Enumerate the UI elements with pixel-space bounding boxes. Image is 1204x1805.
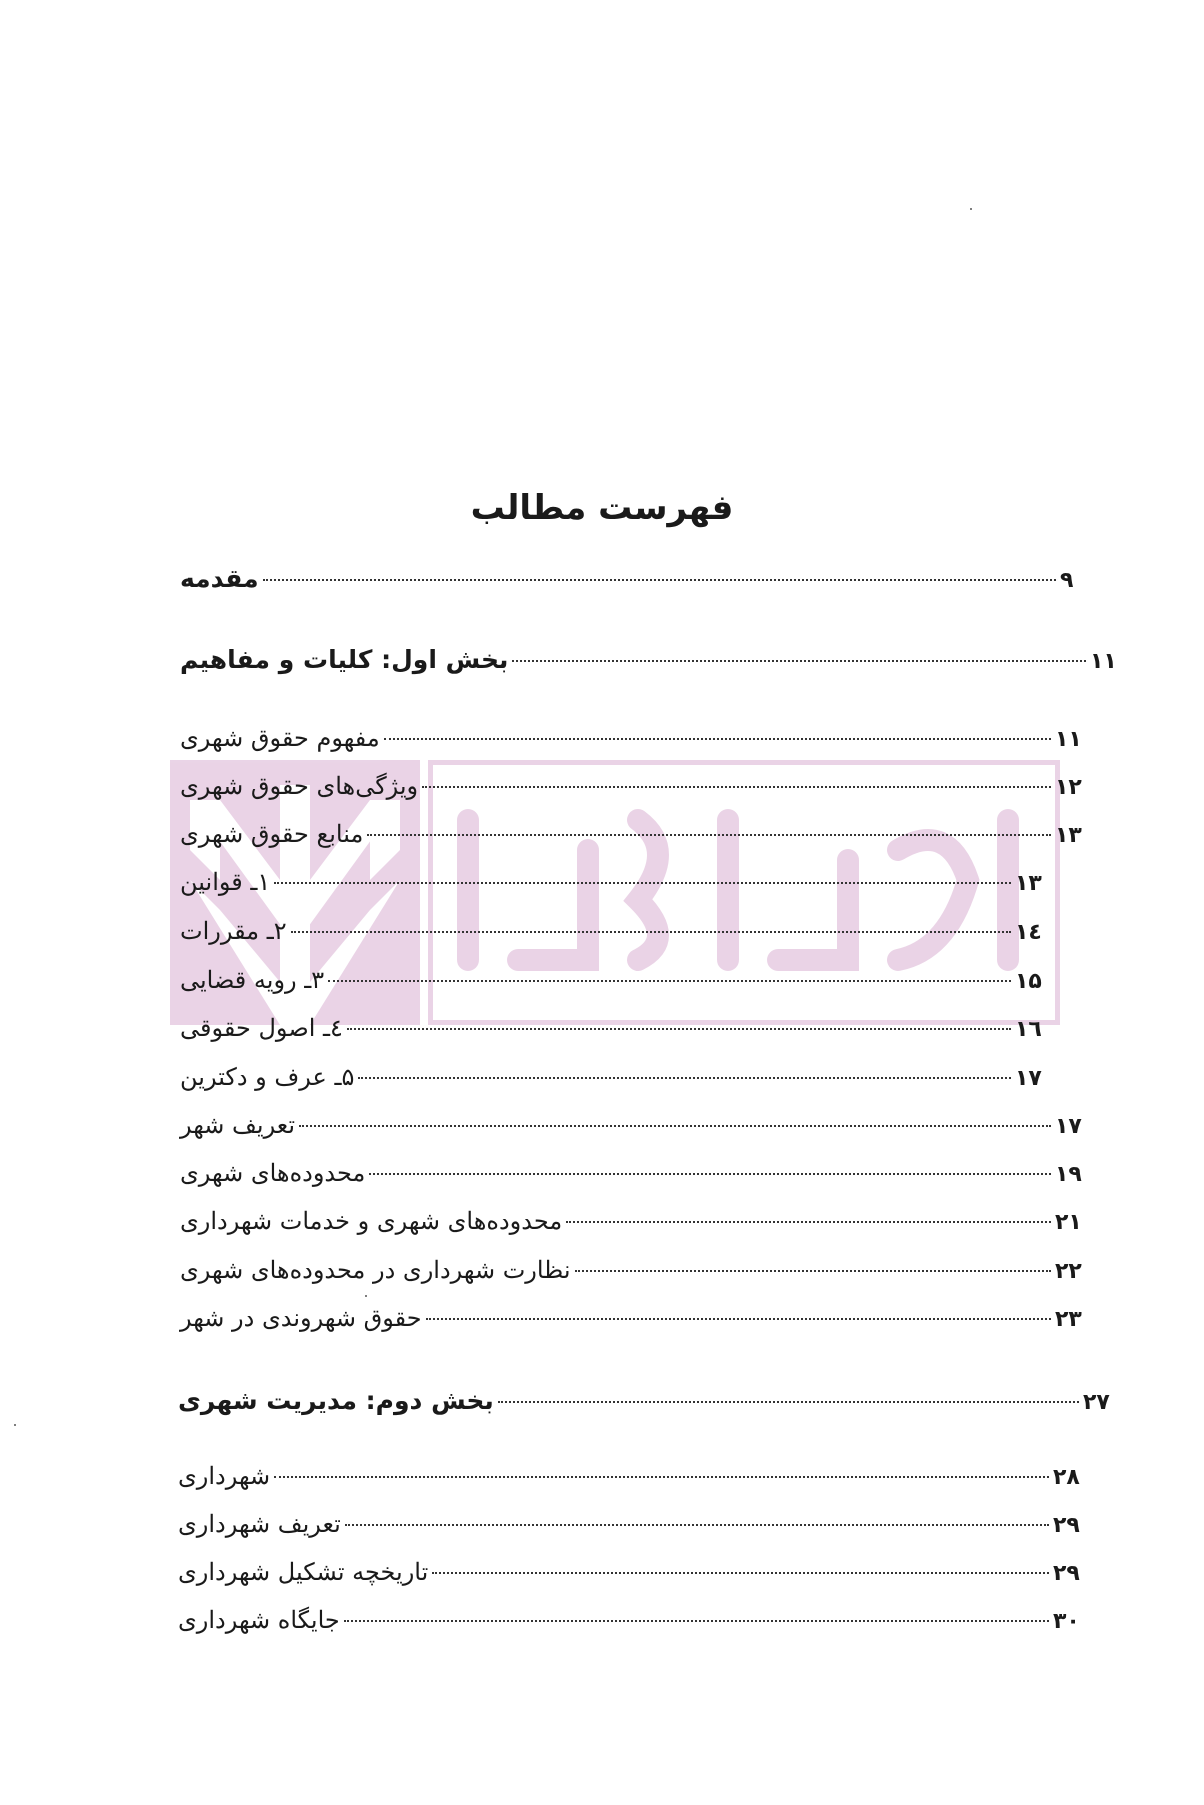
toc-entry-label: ویژگی‌های حقوق شهری [180, 772, 419, 800]
toc-entry-page: ۱۳ [1015, 871, 1042, 896]
toc-entry-label: تعریف شهرداری [178, 1510, 341, 1538]
toc-entry-label: محدوده‌های شهری [180, 1159, 366, 1187]
toc-leader-dots [422, 786, 1051, 788]
toc-entry [180, 564, 1090, 604]
toc-entry-page: ۱۹ [1055, 1162, 1082, 1187]
toc-entry-label: مقدمه [180, 564, 259, 593]
toc-entry-label: تاریخچه تشکیل شهرداری [178, 1558, 429, 1586]
toc-entry-label: ٤ـ اصول حقوقی [180, 1014, 343, 1042]
toc-leader-dots [512, 660, 1086, 662]
toc-entry-page: ۱۷ [1055, 1114, 1082, 1139]
toc-entry-label: ۵ـ عرف و دکترین [180, 1063, 355, 1091]
toc-leader-dots [263, 579, 1056, 581]
toc-entry [180, 1207, 1085, 1247]
toc-leader-dots [291, 931, 1011, 933]
toc-entry [180, 645, 1120, 685]
toc-entry-page: ۳۰ [1053, 1609, 1080, 1634]
toc-entry [180, 1063, 1045, 1103]
toc-entry-page: ۱٦ [1015, 1017, 1042, 1042]
toc-entry-page: ۲۲ [1055, 1259, 1082, 1284]
toc-entry-page: ۱۱ [1090, 649, 1117, 674]
toc-entry [180, 868, 1045, 908]
toc-leader-dots [384, 738, 1051, 740]
toc-entry-label: ۲ـ مقررات [180, 917, 287, 945]
toc-entry-label: نظارت شهرداری در محدوده‌های شهری [180, 1256, 571, 1284]
toc-leader-dots [274, 1476, 1049, 1478]
toc-entry-label: ۳ـ رویه قضایی [180, 966, 325, 994]
toc-entry [180, 820, 1085, 860]
toc-entry-page: ۲۳ [1055, 1307, 1082, 1332]
toc-leader-dots [299, 1125, 1051, 1127]
toc-entry [178, 1386, 1113, 1426]
toc-entry-label: جایگاه شهرداری [178, 1606, 340, 1634]
scan-speck [14, 1424, 16, 1426]
toc-leader-dots [426, 1318, 1051, 1320]
toc-leader-dots [328, 980, 1011, 982]
page-title: فهرست مطالب [470, 488, 734, 528]
scan-speck [970, 208, 972, 210]
toc-leader-dots [367, 834, 1051, 836]
toc-leader-dots [566, 1221, 1051, 1223]
toc-leader-dots [344, 1620, 1049, 1622]
toc-entry-page: ۱۵ [1015, 969, 1042, 994]
toc-leader-dots [575, 1270, 1051, 1272]
toc-entry-page: ۱۲ [1055, 775, 1082, 800]
toc-entry-label: مفهوم حقوق شهری [180, 724, 380, 752]
toc-entry-page: ۱۱ [1055, 727, 1082, 752]
toc-entry [180, 1304, 1085, 1344]
toc-entry-page: ۲۹ [1053, 1561, 1080, 1586]
toc-leader-dots [358, 1077, 1011, 1079]
toc-leader-dots [432, 1572, 1049, 1574]
toc-entry-label: محدوده‌های شهری و خدمات شهرداری [180, 1207, 563, 1235]
toc-entry-page: ۹ [1060, 568, 1074, 593]
toc-leader-dots [345, 1524, 1049, 1526]
toc-entry-label: تعریف شهر [180, 1111, 296, 1139]
toc-leader-dots [498, 1401, 1079, 1403]
toc-entry [178, 1510, 1083, 1550]
toc-entry-label: ۱ـ قوانین [180, 868, 271, 896]
toc-entry-page: ۱۷ [1015, 1066, 1042, 1091]
toc-entry [180, 1256, 1085, 1296]
toc-entry [180, 917, 1045, 957]
toc-entry [178, 1558, 1083, 1598]
toc-entry [180, 966, 1045, 1006]
toc-entry-page: ۲۷ [1083, 1390, 1110, 1415]
toc-entry-page: ۲۸ [1053, 1465, 1080, 1490]
toc-leader-dots [274, 882, 1011, 884]
toc-entry-page: ۲۱ [1055, 1210, 1082, 1235]
toc-entry-page: ۲۹ [1053, 1513, 1080, 1538]
toc-entry-label: شهرداری [178, 1462, 271, 1490]
toc-entry-page: ۱٤ [1015, 920, 1042, 945]
toc-entry-label: حقوق شهروندی در شهر [180, 1304, 422, 1332]
toc-entry [178, 1606, 1083, 1646]
toc-entry-page: ۱۳ [1055, 823, 1082, 848]
toc-entry-label: بخش اول: کلیات و مفاهیم [180, 645, 509, 674]
toc-entry [180, 772, 1085, 812]
toc-leader-dots [369, 1173, 1051, 1175]
toc-entry [180, 724, 1085, 764]
toc-leader-dots [347, 1028, 1011, 1030]
toc-entry-label: منابع حقوق شهری [180, 820, 364, 848]
toc-entry-label: بخش دوم: مدیریت شهری [178, 1386, 494, 1415]
toc-entry [180, 1159, 1085, 1199]
toc-entry [178, 1462, 1083, 1502]
toc-entry [180, 1111, 1085, 1151]
toc-entry [180, 1014, 1045, 1054]
